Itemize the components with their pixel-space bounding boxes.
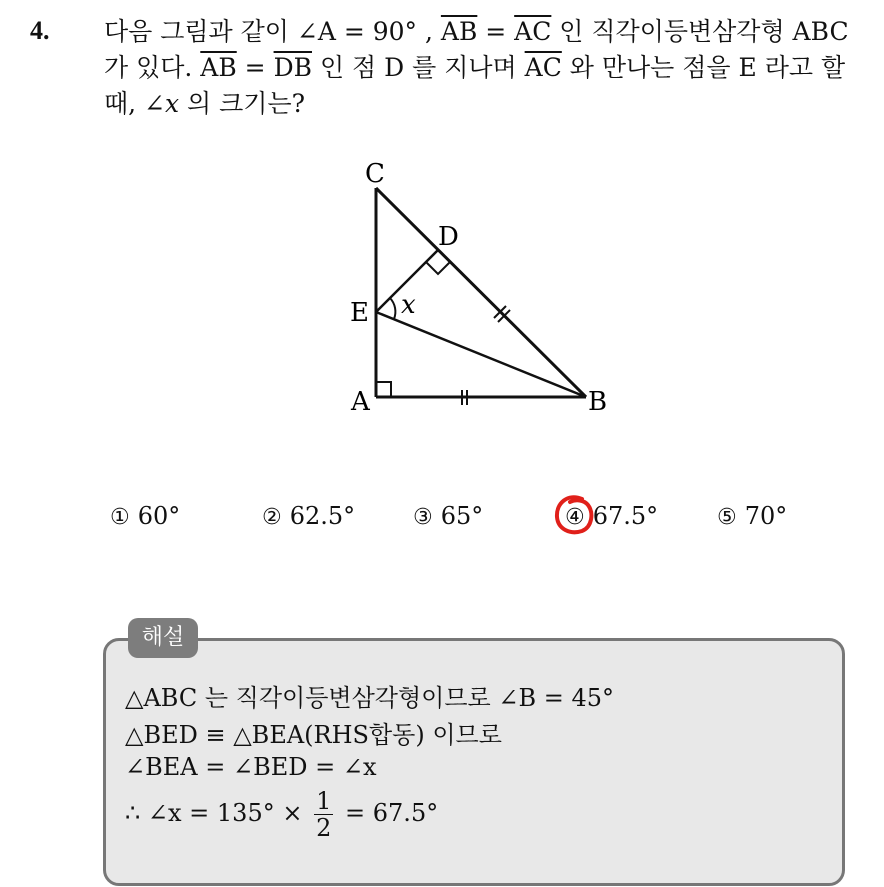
choice-1-mark: ① <box>110 505 130 530</box>
label-e: E <box>350 298 369 328</box>
choice-5-mark: ⑤ <box>717 505 737 530</box>
fraction-denominator: 2 <box>316 814 332 842</box>
solution-line-2: △BED ≡ △BEA(RHS합동) 이므로 <box>125 721 502 749</box>
question-text <box>104 14 874 122</box>
choice-3[interactable] <box>413 502 483 530</box>
question-number: 4. <box>30 16 50 45</box>
question-line-3: 때, ∠x 의 크기는? <box>104 89 306 118</box>
label-b: B <box>588 387 608 417</box>
label-a: A <box>351 387 370 417</box>
answer-choices <box>0 502 884 538</box>
right-angle-mark-a <box>376 382 391 397</box>
angle-x-arc <box>390 298 395 319</box>
segment-eb <box>376 312 586 397</box>
label-x: x <box>401 290 416 320</box>
solution-line-4-prefix: ∴ ∠x = 135° × <box>125 799 303 827</box>
choice-4-mark: ④ <box>565 505 585 530</box>
choice-5-value: 70° <box>744 502 788 530</box>
fraction-numerator: 1 <box>316 787 332 815</box>
choice-3-value: 65° <box>440 502 484 530</box>
triangle-figure <box>340 150 640 430</box>
choice-1[interactable] <box>110 502 180 530</box>
choice-2[interactable] <box>262 502 355 530</box>
choice-2-mark: ② <box>262 505 282 530</box>
selected-answer-circle <box>552 493 596 537</box>
question-line-1: 다음 그림과 같이 ∠A = 90° , $\overline{AB} = \overline{AC}$ 인 직각이등변삼각형 ABC <box>104 17 849 46</box>
choice-1-value: 60° <box>137 502 181 530</box>
choice-2-value: 62.5° <box>289 502 356 530</box>
label-c: C <box>365 159 385 189</box>
choice-5[interactable] <box>717 502 787 530</box>
solution-line-1: △ABC 는 직각이등변삼각형이므로 ∠B = 45° <box>125 684 614 712</box>
choice-4-value: 67.5° <box>592 502 659 530</box>
solution-line-3: ∠BEA = ∠BED = ∠x <box>125 753 377 781</box>
solution-tag: 해설 <box>128 618 198 658</box>
choice-3-mark: ③ <box>413 505 433 530</box>
question-line-2: 가 있다. $\overline{AB} = \overline{DB}$ 인 점 D 를 지나며 $\overline{AC}$ 와 만나는 점을 E 라고 할 <box>104 53 846 82</box>
right-angle-mark-d <box>426 262 450 274</box>
label-d: D <box>438 222 459 252</box>
fraction-one-half <box>314 788 333 841</box>
solution-line-4 <box>125 788 438 841</box>
solution-line-4-suffix: = 67.5° <box>345 799 439 827</box>
